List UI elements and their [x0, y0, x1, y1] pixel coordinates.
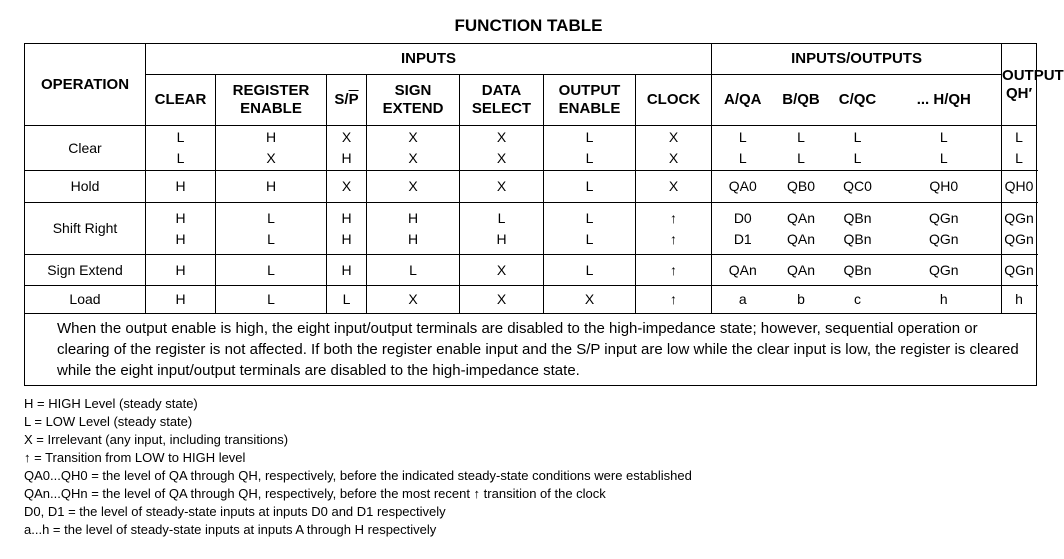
- legend-item: H = HIGH Level (steady state): [24, 396, 198, 411]
- header-h-qh: ... H/QH: [887, 75, 1002, 126]
- cell-value: X: [266, 150, 276, 166]
- table-cell: [712, 255, 774, 286]
- table-cell: [887, 126, 1002, 171]
- cell-value: X: [584, 291, 595, 307]
- operation-cell: Sign Extend: [25, 255, 146, 286]
- legend: [24, 395, 692, 539]
- table-cell: [367, 255, 460, 286]
- cell-value: L: [267, 261, 275, 278]
- cell-value: H: [175, 230, 186, 247]
- cell-value: QB0: [787, 178, 816, 194]
- table-cell: [887, 203, 1002, 255]
- table-cell: [216, 203, 327, 255]
- table-cell: [774, 255, 829, 286]
- table-cell: [146, 203, 216, 255]
- cell-value: QGn: [928, 261, 959, 278]
- table-cell: [636, 171, 712, 203]
- cell-value: c: [854, 291, 862, 307]
- cell-value: ↑: [670, 209, 677, 226]
- table-cell: [216, 255, 327, 286]
- function-table: [24, 43, 1064, 386]
- table-cell: [544, 171, 636, 203]
- cell-value: ↑: [670, 291, 677, 307]
- cell-value: X: [408, 150, 418, 166]
- cell-value: L: [267, 230, 275, 247]
- table-cell: [636, 203, 712, 255]
- cell-value: QBn: [843, 261, 872, 278]
- cell-value: L: [585, 230, 594, 247]
- table-cell: [460, 126, 544, 171]
- table-row: [25, 203, 1037, 255]
- table-cell: [636, 255, 712, 286]
- table-cell: [829, 171, 887, 203]
- header-clock: CLOCK: [636, 75, 712, 126]
- table-row: [25, 255, 1037, 286]
- table-cell: [460, 171, 544, 203]
- table-cell: [1002, 203, 1037, 255]
- cell-value: L: [585, 150, 594, 166]
- cell-value: a: [738, 291, 747, 307]
- table-cell: [460, 255, 544, 286]
- table-cell: [327, 203, 367, 255]
- cell-value: L: [585, 261, 594, 278]
- header-operation: OPERATION: [25, 44, 146, 126]
- cell-value: QGn: [928, 230, 959, 247]
- table-cell: [712, 203, 774, 255]
- cell-value: L: [1015, 150, 1023, 166]
- header-c-qc: C/QC: [829, 75, 887, 126]
- legend-item: QA0...QH0 = the level of QA through QH, respectively, before the indicated steady-state conditions were established: [24, 468, 692, 483]
- table-cell: [146, 255, 216, 286]
- cell-value: X: [496, 178, 507, 194]
- cell-value: ↑: [670, 261, 677, 278]
- cell-value: QBn: [843, 209, 872, 226]
- header-output-label: OUTPUT: [1002, 66, 1064, 84]
- operation-cell: Clear: [25, 126, 146, 171]
- table-cell: [367, 126, 460, 171]
- cell-value: L: [853, 129, 862, 145]
- legend-item: X = Irrelevant (any input, including transitions): [24, 432, 289, 447]
- operation-cell: Hold: [25, 171, 146, 203]
- table-cell: [216, 286, 327, 314]
- cell-value: QGn: [1004, 261, 1034, 278]
- table-cell: [712, 126, 774, 171]
- table-cell: [327, 255, 367, 286]
- table-cell: [367, 203, 460, 255]
- cell-value: H: [265, 129, 277, 145]
- table-cell: [774, 126, 829, 171]
- header-output-enable: OUTPUT ENABLE: [544, 75, 636, 126]
- cell-value: L: [267, 291, 275, 307]
- table-row: [25, 286, 1037, 314]
- cell-value: QH0: [1004, 178, 1034, 194]
- cell-value: b: [797, 291, 805, 307]
- table-cell: [544, 255, 636, 286]
- cell-value: L: [176, 129, 185, 145]
- cell-value: H: [496, 230, 507, 247]
- legend-item: ↑ = Transition from LOW to HIGH level: [24, 450, 246, 465]
- cell-value: X: [496, 261, 507, 278]
- cell-value: X: [341, 178, 352, 194]
- cell-value: h: [1015, 291, 1023, 307]
- operation-cell: Load: [25, 286, 146, 314]
- cell-value: H: [407, 230, 419, 247]
- cell-value: QA0: [728, 178, 757, 194]
- header-data-select: DATA SELECT: [460, 75, 544, 126]
- cell-value: QGn: [1004, 209, 1034, 226]
- cell-value: L: [267, 209, 275, 226]
- cell-value: X: [341, 129, 352, 145]
- header-output-sub: QH′: [1005, 84, 1033, 102]
- table-cell: [636, 286, 712, 314]
- table-cell: [712, 286, 774, 314]
- cell-value: L: [409, 261, 417, 278]
- cell-value: L: [738, 129, 747, 145]
- table-row: [25, 126, 1037, 171]
- cell-value: L: [1015, 129, 1023, 145]
- table-cell: [636, 126, 712, 171]
- header-inputs-outputs: INPUTS/OUTPUTS: [712, 44, 1002, 75]
- cell-value: L: [585, 209, 594, 226]
- cell-value: H: [341, 230, 352, 247]
- header-register-enable: REGISTER ENABLE: [216, 75, 327, 126]
- table-cell: [887, 286, 1002, 314]
- cell-value: ↑: [670, 230, 677, 247]
- table-cell: [544, 286, 636, 314]
- cell-value: L: [497, 209, 506, 226]
- table-cell: [1002, 286, 1037, 314]
- table-cell: [829, 203, 887, 255]
- cell-value: H: [407, 209, 419, 226]
- cell-value: L: [797, 129, 805, 145]
- cell-value: X: [668, 178, 679, 194]
- cell-value: QAn: [787, 261, 816, 278]
- header-a-qa: A/QA: [712, 75, 774, 126]
- cell-value: QAn: [728, 261, 757, 278]
- cell-value: L: [342, 291, 351, 307]
- header-inputs: INPUTS: [146, 44, 712, 75]
- table-cell: [460, 203, 544, 255]
- header-output: [1002, 44, 1064, 126]
- table-cell: [367, 171, 460, 203]
- cell-value: QGn: [928, 209, 959, 226]
- table-cell: [712, 171, 774, 203]
- table-cell: [216, 126, 327, 171]
- cell-value: QH0: [929, 178, 959, 194]
- table-row: [25, 171, 1037, 203]
- cell-value: QAn: [787, 209, 816, 226]
- table-cell: [146, 171, 216, 203]
- cell-value: H: [341, 150, 352, 166]
- table-cell: [829, 126, 887, 171]
- cell-value: H: [341, 209, 352, 226]
- cell-value: QAn: [787, 230, 816, 247]
- table-cell: [829, 286, 887, 314]
- legend-item: L = LOW Level (steady state): [24, 414, 193, 429]
- cell-value: X: [408, 291, 418, 307]
- cell-value: QC0: [843, 178, 872, 194]
- table-cell: [216, 171, 327, 203]
- cell-value: H: [341, 261, 352, 278]
- table-cell: [367, 286, 460, 314]
- table-cell: [1002, 126, 1037, 171]
- table-cell: [887, 171, 1002, 203]
- cell-value: L: [939, 150, 948, 166]
- cell-value: L: [797, 150, 805, 166]
- cell-value: L: [939, 129, 948, 145]
- table-cell: [544, 126, 636, 171]
- cell-value: H: [175, 261, 186, 278]
- cell-value: X: [408, 129, 418, 145]
- table-cell: [327, 171, 367, 203]
- cell-value: H: [175, 178, 186, 194]
- table-cell: [1002, 171, 1037, 203]
- table-cell: [887, 255, 1002, 286]
- cell-value: X: [408, 178, 418, 194]
- header-sign-extend: SIGN EXTEND: [367, 75, 460, 126]
- cell-value: QBn: [843, 230, 872, 247]
- legend-item: a...h = the level of steady-state inputs at inputs A through H respectively: [24, 522, 437, 537]
- cell-value: H: [265, 178, 277, 194]
- cell-value: D0: [733, 209, 752, 226]
- table-cell: [774, 203, 829, 255]
- cell-value: X: [496, 150, 507, 166]
- table-cell: [774, 171, 829, 203]
- header-clear: CLEAR: [146, 75, 216, 126]
- note-text: When the output enable is high, the eight input/output terminals are disabled to the high-impedance state; however, sequential operation or clearing of the register is not affected. If both the register enable input and the S/P input are low while the clear input is low, the register is cleared while the eight input/output terminals are disabled to the high-impedance state.: [25, 314, 1037, 386]
- legend-item: D0, D1 = the level of steady-state inputs at inputs D0 and D1 respectively: [24, 504, 446, 519]
- cell-value: h: [939, 291, 948, 307]
- operation-cell: Shift Right: [25, 203, 146, 255]
- cell-value: L: [853, 150, 862, 166]
- table-cell: [544, 203, 636, 255]
- cell-value: X: [496, 129, 507, 145]
- table-cell: [327, 126, 367, 171]
- cell-value: L: [738, 150, 747, 166]
- page-title: FUNCTION TABLE: [454, 16, 603, 35]
- table-cell: [460, 286, 544, 314]
- cell-value: L: [585, 129, 594, 145]
- cell-value: H: [175, 291, 186, 307]
- cell-value: X: [496, 291, 507, 307]
- cell-value: H: [175, 209, 186, 226]
- table-cell: [327, 286, 367, 314]
- table-cell: [146, 126, 216, 171]
- cell-value: QGn: [1004, 230, 1034, 247]
- cell-value: D1: [733, 230, 752, 247]
- cell-value: X: [668, 150, 679, 166]
- table-cell: [829, 255, 887, 286]
- cell-value: X: [668, 129, 679, 145]
- cell-value: L: [585, 178, 594, 194]
- table-cell: [1002, 255, 1037, 286]
- header-b-qb: B/QB: [774, 75, 829, 126]
- table-cell: [774, 286, 829, 314]
- legend-item: QAn...QHn = the level of QA through QH, respectively, before the most recent ↑ transition of the clock: [24, 486, 606, 501]
- cell-value: L: [176, 150, 185, 166]
- table-cell: [146, 286, 216, 314]
- header-sp: $S/\overline{P}$: [327, 75, 367, 126]
